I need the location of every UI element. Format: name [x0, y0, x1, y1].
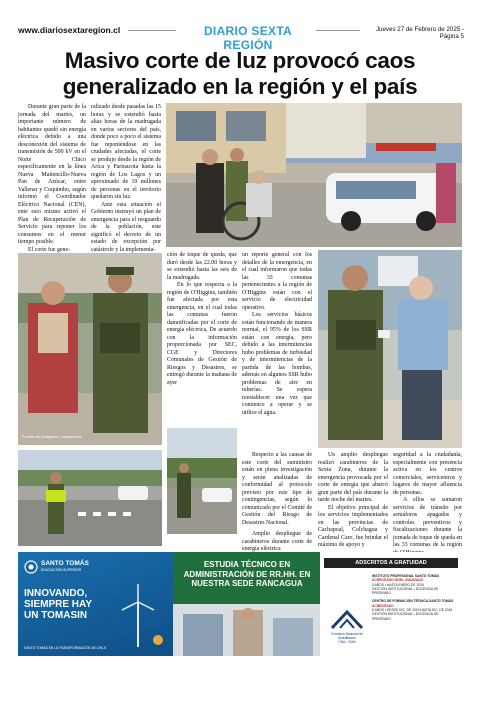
ad-slogan-line: UN TOMASIN [24, 610, 88, 621]
headline: Masivo corte de luz provocó caos generalizado en la región y el país [62, 48, 418, 99]
article-column-4-lower [318, 452, 388, 550]
paragraph: Un amplio despliegue realizó carabineros de la Sexta Zona, durante la emergencia provocada por el corte de energía que abarcó gran parte del país durante la tarde noche del martes. [318, 452, 388, 503]
ad-photo [173, 604, 320, 656]
cna-name: Comisión Nacional de Acreditación [330, 632, 364, 640]
subheading: Amplio despliegue de carabineros durante corte de energía eléctrica [242, 531, 312, 552]
paragraph: A ellos se sumaron servicios de tránsito por semáforos apagados y controles preventivos y fiscalizaciones durante la jornada de toque de queda en las 33 comunas de la región [393, 497, 462, 548]
wind-turbine-icon [108, 582, 168, 647]
ad-bottom-text: SANTO TOMÁS EN LA TRANSFORMACIÓN DE CHILE [24, 646, 107, 650]
photo-carabineros-street [167, 428, 237, 534]
ad-brand: SANTO TOMÁS [41, 560, 89, 567]
ad-inst1-level: ACREDITADO NIVEL AVANZADO [372, 578, 424, 583]
ad-slogan-line: INNOVANDO, [24, 588, 88, 599]
ad-inst2-level: ACREDITADO [372, 603, 394, 608]
photo-credit: Fuente de imágenes: carabineros [22, 434, 82, 439]
paragraph: En lo que respecta a la región de O'Higgins, también fue afectada por esta emergencia, en el cual todas las comunas fueron damnificadas por el corte de energía eléctrica, De acuerdo con la información proporcionada por SEC, CGE y Directores Comunales de Gestión de Riesgos y Desastres, se entregó durante la mañana de ayer [167, 282, 237, 386]
photo-soldier-elderly-man [318, 250, 462, 448]
paragraph: seguridad a la ciudadanía, especialmente con presencia activa en los centros comerciales, servicentros y lugares de mayor afluencia de personas. [393, 452, 462, 496]
article-column-2 [91, 104, 161, 254]
header-divider-right [316, 30, 360, 31]
article-column-4 [242, 252, 312, 417]
cna-text [322, 632, 372, 644]
photo-soldier-woman [18, 253, 162, 445]
photo-street-wheelchair [166, 103, 462, 247]
ad-mid-title: ESTUDIA TÉCNICO EN ADMINISTRACIÓN DE RR.HH. EN NUESTRA SEDE RANCAGUA [183, 560, 311, 588]
paragraph: Respecto a las causas de este corte del suministro están en plena investigación y serán analizadas de conformidad al protocolo previsto por este tipo de contingencias, según lo comunicado por el Comité de Gestión del Riesgo de Desastres Nacional. [242, 452, 312, 526]
ad-adscritos: ADSCRITOS A GRATUIDAD [324, 558, 458, 568]
date-page: Jueves 27 de Febrero de 2025 - Página 5 [375, 26, 464, 40]
paragraph: Ante esta situación el Gobierno instruyó un plan de emergencia para el resguardo de la población, este significó el decreto de un estado de excepción por catástrofe y la implementa- [91, 201, 161, 253]
article-column-3-lower [242, 452, 312, 554]
website-url[interactable]: www.diariosextaregion.cl [18, 25, 121, 35]
section-title: DIARIO SEXTA REGIÓN [203, 24, 293, 52]
ad-inst2-period: 5 AÑOS • DESDE DIC. DE 2019 HASTA DIC. DE 2024 [372, 608, 453, 613]
ad-inst2: CENTRO DE FORMACIÓN TÉCNICA SANTO TOMÁS [372, 599, 454, 604]
photo-traffic-control [18, 450, 162, 546]
ad-right-panel [320, 552, 462, 656]
paragraph: un reporte general con los detalles de la emergencia, en el cual informaron que todas las 33 comunas pertenecientes a la región de O'Higgins están con el servicio de electricidad operativo. [242, 252, 312, 311]
cna-sub: CNA - Chile [338, 640, 356, 644]
santo-tomas-logo-icon [24, 560, 38, 574]
ad-inst2-areas: GESTIÓN INSTITUCIONAL • DOCENCIA DE PREGRADO [372, 612, 439, 621]
paragraph: ción de toque de queda, que duró desde las 22.00 horas y se extendió hasta las seis de la madrugada. [167, 252, 237, 281]
ad-slogan [24, 588, 92, 621]
ad-accreditation [372, 574, 458, 621]
paragraph: El objetivo principal de los servicios implementados en las provincias de Cachapoal, Colchagua y Cardenal Caro, fue brindar el máximo de apoyo y [318, 504, 388, 548]
paragraph: El corte fue gene- [28, 246, 71, 253]
advertisement-santo-tomas[interactable] [18, 552, 462, 656]
ad-middle-panel [173, 552, 320, 656]
cna-logo-icon [330, 610, 364, 630]
ad-brand-sub: EDUCACIÓN SUPERIOR [41, 568, 82, 572]
ad-inst1-areas: GESTIÓN INSTITUCIONAL • DOCENCIA DE PREGRADO [372, 586, 439, 596]
header-divider-left [128, 30, 176, 31]
ad-slogan-line: SIEMPRE HAY [24, 599, 92, 610]
article-column-5 [393, 452, 462, 557]
paragraph: Durante gran parte de la jornada del martes, un importante número de habitantes quedó sin energía eléctrica debido a una desconexión del sistema de transmisión de 500 kV en el Norte Chico específicamente en la línea Nueva Maitencillo-Nueva Pan de Azúcar, entre Vallenar y Coquimbo, según informó el Coordinador Eléctrico Nacional (CEN), ente esto mismo activó el Plan de Recuperación de Servicio para reponer los consumos en el menor tiempo posible. [18, 104, 86, 245]
paragraph: ralizado desde pasadas las 15 horas y se extendió hasta altas horas de la madrugada en varios sectores del país, donde poco a poco el sistema fue reponiéndose en las ciudades afectadas, el corte se produjo desde la región de Arica y Parinacota hasta la región de Los Lagos y un aproximado de 19 millones de personas en el territorio quedaron sin luz. [91, 104, 161, 200]
ad-inst1: INSTITUTO PROFESIONAL SANTO TOMÁS [372, 574, 440, 578]
ad-inst1-period: 5 AÑOS • HASTA ENERO DE 2026 [372, 582, 424, 587]
ad-left-panel [18, 552, 173, 656]
paragraph: Los servicios básicos están funcionando de manera normal, el 95% de los SSR están con energía, pero debido a las intermitencias hubo problemas de turbiedad y de intermitencias de la partida de las bombas, además en algunos SSR hubo problemas de aire en tuberías. Se espera reestablecer una vez que comience a operar y se utilice el agua. [242, 312, 312, 416]
article-column-1 [18, 104, 86, 254]
article-column-3 [167, 252, 237, 387]
